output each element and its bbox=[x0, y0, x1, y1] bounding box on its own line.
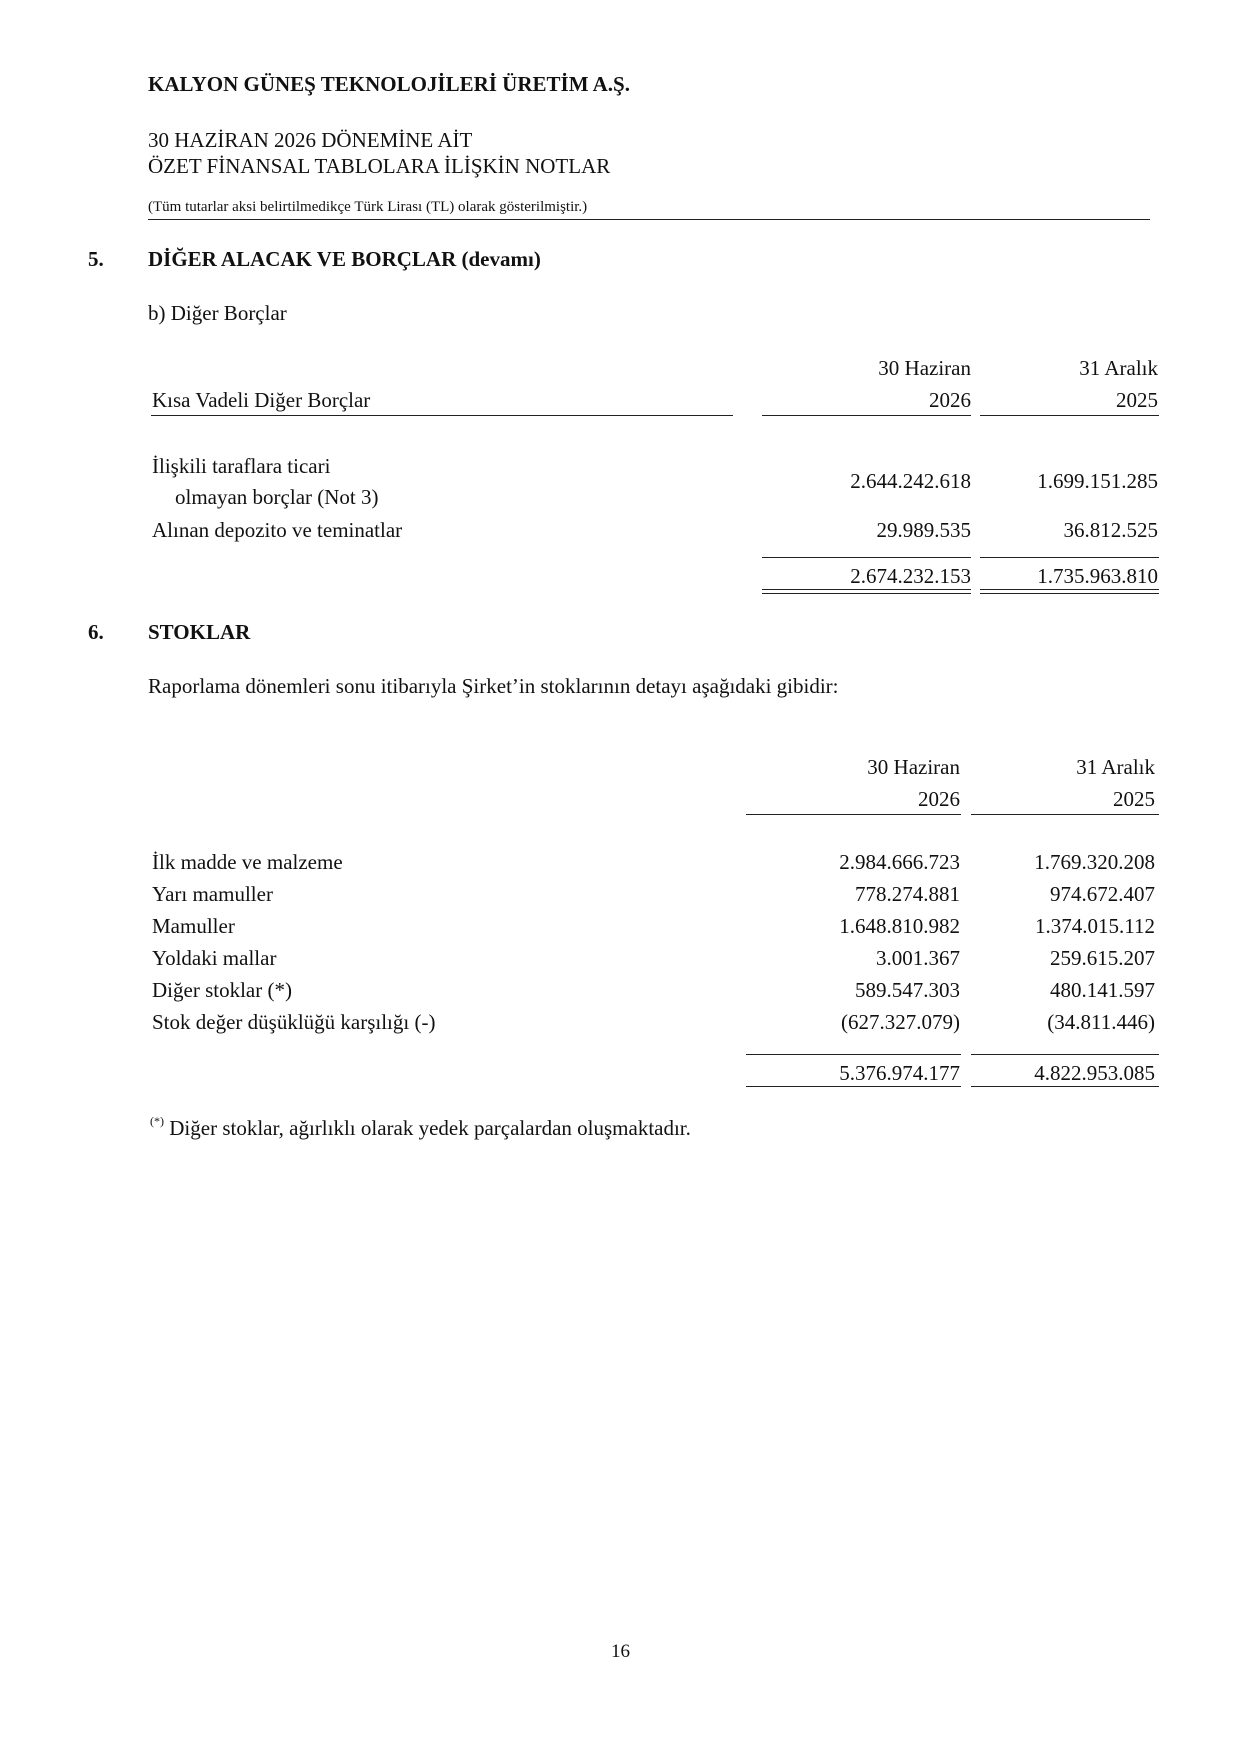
total-double-rule bbox=[762, 589, 971, 594]
footnote bbox=[150, 1116, 691, 1141]
row-label: Diğer stoklar (*) bbox=[152, 978, 292, 1002]
report-period-line: 30 HAZİRAN 2026 DÖNEMİNE AİT bbox=[148, 128, 473, 152]
header-underline bbox=[746, 814, 961, 815]
currency-note: (Tüm tutarlar aksi belirtilmedikçe Türk Lirası (TL) olarak gösterilmiştir.) bbox=[148, 199, 588, 215]
section-6-title: STOKLAR bbox=[148, 620, 251, 644]
row-value-col1: 3.001.367 bbox=[876, 946, 960, 970]
row-value-col1: 589.547.303 bbox=[855, 978, 960, 1002]
row-value-col1: 2.644.242.618 bbox=[850, 469, 971, 493]
row-label-continued: olmayan borçlar (Not 3) bbox=[175, 485, 379, 509]
company-name: KALYON GÜNEŞ TEKNOLOJİLERİ ÜRETİM A.Ş. bbox=[148, 72, 630, 96]
total-rule bbox=[762, 557, 971, 558]
col1-header-month: 30 Haziran bbox=[867, 755, 960, 779]
row-value-col1: 1.648.810.982 bbox=[839, 914, 960, 938]
row-value-col1: 29.989.535 bbox=[876, 518, 971, 542]
row-value-col2: (34.811.446) bbox=[1047, 1010, 1155, 1034]
row-label: İlişkili taraflara ticari bbox=[152, 454, 331, 478]
row-value-col2: 259.615.207 bbox=[1050, 946, 1155, 970]
header-underline bbox=[151, 415, 733, 416]
section-6-intro: Raporlama dönemleri sonu itibarıyla Şirket’in stoklarının detayı aşağıdaki gibidir: bbox=[148, 674, 839, 698]
total-rule bbox=[746, 1054, 961, 1055]
row-value-col2: 1.699.151.285 bbox=[1037, 469, 1158, 493]
col1-header-month: 30 Haziran bbox=[878, 356, 971, 380]
col2-header-month: 31 Aralık bbox=[1079, 356, 1158, 380]
row-value-col1: (627.327.079) bbox=[841, 1010, 960, 1034]
footnote-text: Diğer stoklar, ağırlıklı olarak yedek parçalardan oluşmaktadır. bbox=[169, 1116, 691, 1140]
row-label: Alınan depozito ve teminatlar bbox=[152, 518, 403, 542]
row-label: İlk madde ve malzeme bbox=[152, 850, 343, 874]
header-underline bbox=[762, 415, 971, 416]
footnote-marker: (*) bbox=[150, 1114, 164, 1128]
row-label: Yoldaki mallar bbox=[152, 946, 277, 970]
total-bottom-rule bbox=[971, 1086, 1159, 1087]
row-value-col2: 974.672.407 bbox=[1050, 882, 1155, 906]
header-underline bbox=[971, 814, 1159, 815]
report-title-line: ÖZET FİNANSAL TABLOLARA İLİŞKİN NOTLAR bbox=[148, 154, 611, 178]
header-divider bbox=[148, 219, 1150, 220]
total-double-rule bbox=[980, 589, 1159, 594]
row-value-col1: 778.274.881 bbox=[855, 882, 960, 906]
total-rule bbox=[980, 557, 1159, 558]
section-5-subtitle: b) Diğer Borçlar bbox=[148, 301, 287, 325]
total-value-col1: 2.674.232.153 bbox=[850, 564, 971, 588]
col2-header-year: 2025 bbox=[1116, 388, 1158, 412]
row-value-col2: 480.141.597 bbox=[1050, 978, 1155, 1002]
header-underline bbox=[980, 415, 1159, 416]
row-label: Yarı mamuller bbox=[152, 882, 273, 906]
total-bottom-rule bbox=[746, 1086, 961, 1087]
total-value-col2: 4.822.953.085 bbox=[1034, 1061, 1155, 1085]
section-5-number: 5. bbox=[88, 247, 104, 271]
total-rule bbox=[971, 1054, 1159, 1055]
row-value-col2: 36.812.525 bbox=[1063, 518, 1158, 542]
row-label: Stok değer düşüklüğü karşılığı (-) bbox=[152, 1010, 436, 1034]
col2-header-month: 31 Aralık bbox=[1076, 755, 1155, 779]
section-6-number: 6. bbox=[88, 620, 104, 644]
table-label-header: Kısa Vadeli Diğer Borçlar bbox=[152, 388, 371, 412]
col1-header-year: 2026 bbox=[929, 388, 971, 412]
section-5-title: DİĞER ALACAK VE BORÇLAR (devamı) bbox=[148, 247, 541, 271]
total-value-col2: 1.735.963.810 bbox=[1037, 564, 1158, 588]
page-number: 16 bbox=[611, 1641, 630, 1662]
row-value-col2: 1.374.015.112 bbox=[1035, 914, 1155, 938]
row-value-col1: 2.984.666.723 bbox=[839, 850, 960, 874]
total-value-col1: 5.376.974.177 bbox=[839, 1061, 960, 1085]
col2-header-year: 2025 bbox=[1113, 787, 1155, 811]
col1-header-year: 2026 bbox=[918, 787, 960, 811]
row-value-col2: 1.769.320.208 bbox=[1034, 850, 1155, 874]
row-label: Mamuller bbox=[152, 914, 235, 938]
